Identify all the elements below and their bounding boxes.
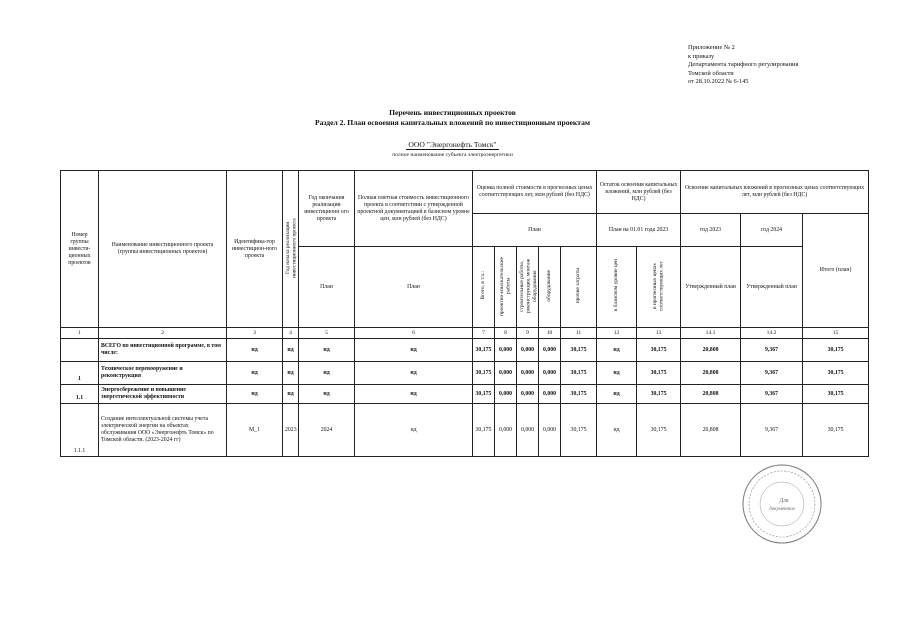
row-full-cost: нд <box>355 385 473 404</box>
row-year-start: нд <box>283 339 299 362</box>
row-year-start: нд <box>283 385 299 404</box>
row-other: 30,175 <box>561 404 597 457</box>
header-est-construction <box>517 247 539 328</box>
header-est-design-text: проектно-изыскательские работы <box>499 255 512 316</box>
row-num: 1 <box>61 362 99 385</box>
row-rem-forecast: 30,175 <box>637 339 681 362</box>
official-stamp <box>740 462 824 546</box>
row-year-end: нд <box>299 362 355 385</box>
header-est-total-text: Всего, в т.ч.: <box>480 271 487 300</box>
row-sum: 30,175 <box>803 339 869 362</box>
col-number: 15 <box>803 328 869 339</box>
row-equipment: 0,000 <box>539 362 561 385</box>
row-2023: 20,808 <box>681 404 741 457</box>
row-rem-forecast: 30,175 <box>637 385 681 404</box>
stamp-text-line2: документов <box>769 507 795 512</box>
row-name: Создание интеллектуальной системы учета электрической энергии на объектах обслуживания ООО «Энергонефть Томск» по Томской области. (2023-2024 гг) <box>99 404 227 457</box>
row-design: 0,000 <box>495 404 517 457</box>
header-year-start <box>283 171 299 328</box>
table-row <box>61 404 869 457</box>
col-number: 12 <box>597 328 637 339</box>
row-other: 30,175 <box>561 385 597 404</box>
stamp-inner-ring <box>749 471 815 537</box>
row-2024: 9,367 <box>741 339 803 362</box>
header-year-2023: год 2023 <box>681 214 741 247</box>
col-number: 10 <box>539 328 561 339</box>
col-number: 13 <box>637 328 681 339</box>
row-sum: 30,175 <box>803 362 869 385</box>
header-estimate: Оценка полной стоимости в прогнозных ценах соответствующих лет, млн рублей (без НДС) <box>473 171 597 214</box>
col-number: 3 <box>227 328 283 339</box>
column-numbers-row <box>61 328 869 339</box>
row-rem-base: нд <box>597 404 637 457</box>
row-equipment: 0,000 <box>539 404 561 457</box>
company-caption: полное наименование субъекта электроэнергетики <box>392 152 513 158</box>
row-2024: 9,367 <box>741 362 803 385</box>
header-plan-col5: План <box>299 247 355 328</box>
investment-table <box>60 170 869 457</box>
header-est-equipment <box>539 247 561 328</box>
row-rem-base: нд <box>597 362 637 385</box>
row-num: 1.1 <box>61 385 99 404</box>
row-construction: 0,000 <box>517 362 539 385</box>
header-mastering: Освоение капитальных вложений в прогнозных ценах соответствующих лет, млн рублей (без НДС) <box>681 171 869 214</box>
stamp-text-line1: Для <box>779 498 789 504</box>
header-est-total <box>473 247 495 328</box>
header-rem-base <box>597 247 637 328</box>
row-id: нд <box>227 362 283 385</box>
row-design: 0,000 <box>495 362 517 385</box>
row-rem-forecast: 30,175 <box>637 404 681 457</box>
table-row <box>61 362 869 385</box>
col-number: 6 <box>355 328 473 339</box>
header-est-design <box>495 247 517 328</box>
header-full-cost: Полная сметная стоимость инвестиционного проекта в соответствии с утвержденной проектной документацией в базисном уровне цен, млн рублей (без НДС) <box>355 171 473 247</box>
appendix-line: Департамента тарифного регулирования <box>688 61 799 69</box>
appendix-line: к приказу <box>688 52 715 60</box>
row-name: Энергосбережение и повышение энергетической эффективности <box>99 385 227 404</box>
row-rem-base: нд <box>597 385 637 404</box>
row-construction: 0,000 <box>517 404 539 457</box>
row-rem-forecast: 30,175 <box>637 362 681 385</box>
row-2023: 20,808 <box>681 362 741 385</box>
row-full-cost: нд <box>355 362 473 385</box>
row-2023: 20,808 <box>681 339 741 362</box>
header-rem-base-text: в базисном уровне цен <box>613 259 620 312</box>
row-design: 0,000 <box>495 339 517 362</box>
col-number: 4 <box>283 328 299 339</box>
table-row <box>61 339 869 362</box>
col-number: 5 <box>299 328 355 339</box>
header-approved-2024: Утвержденный план <box>741 247 803 328</box>
appendix-line: Томской области <box>688 69 734 77</box>
row-equipment: 0,000 <box>539 385 561 404</box>
document-title: Перечень инвестиционных проектов <box>389 108 516 117</box>
row-id: нд <box>227 385 283 404</box>
header-year-2024: год 2024 <box>741 214 803 247</box>
header-num: Номер группы инвести-ционных проектов <box>61 171 99 328</box>
section-title: Раздел 2. План освоения капитальных вложений по инвестиционным проектам <box>314 118 591 127</box>
header-approved-2023: Утвержденный план <box>681 247 741 328</box>
row-equipment: 0,000 <box>539 339 561 362</box>
row-id: нд <box>227 339 283 362</box>
header-total: Итого (план) <box>803 214 869 328</box>
col-number: 2 <box>99 328 227 339</box>
row-sum: 30,175 <box>803 385 869 404</box>
row-year-end: нд <box>299 385 355 404</box>
col-number: 1 <box>61 328 99 339</box>
row-design: 0,000 <box>495 385 517 404</box>
row-2024: 9,367 <box>741 385 803 404</box>
header-est-other-text: прочие затраты <box>575 267 582 304</box>
company-name <box>0 140 905 149</box>
row-id: M_1 <box>227 404 283 457</box>
header-est-equipment-text: оборудование <box>546 269 553 302</box>
stamp-outer-ring <box>743 465 821 543</box>
appendix-line: от 28.10.2022 № 6-145 <box>688 78 749 86</box>
header-remaining-plan: План на 01.01 года 2023 <box>597 214 681 247</box>
row-name: Техническое перевооружение и реконструкция <box>99 362 227 385</box>
row-num: 1.1.1 <box>61 404 99 457</box>
header-row-1 <box>61 171 869 214</box>
appendix-block <box>688 44 888 87</box>
row-construction: 0,000 <box>517 339 539 362</box>
row-total: 30,175 <box>473 385 495 404</box>
table-row <box>61 385 869 404</box>
row-other: 30,175 <box>561 362 597 385</box>
col-number: 7 <box>473 328 495 339</box>
col-number: 11 <box>561 328 597 339</box>
row-total: 30,175 <box>473 362 495 385</box>
header-rem-forecast-text: в прогнозных ценах соответствующих лет <box>652 260 665 311</box>
row-total: 30,175 <box>473 339 495 362</box>
row-sum: 30,175 <box>803 404 869 457</box>
stamp-center-ring <box>760 482 804 526</box>
row-year-end: нд <box>299 339 355 362</box>
row-construction: 0,000 <box>517 385 539 404</box>
row-total: 30,175 <box>473 404 495 457</box>
row-name: ВСЕГО по инвестиционной программе, в том числе: <box>99 339 227 362</box>
row-year-end: 2024 <box>299 404 355 457</box>
row-full-cost: нд <box>355 404 473 457</box>
header-est-other <box>561 247 597 328</box>
header-remaining: Остаток освоения капитальных вложений, млн рублей (без НДС) <box>597 171 681 214</box>
col-number: 8 <box>495 328 517 339</box>
header-year-start-text: Год начала реализации инвестиционного проекта <box>285 217 298 278</box>
row-year-start: нд <box>283 362 299 385</box>
header-est-construction-text: строительные работы, реконструкция, монтаж оборудования <box>519 258 538 313</box>
header-year-end: Год окончания реализации инвестиционн ого проекта <box>299 171 355 247</box>
appendix-line: Приложение № 2 <box>688 44 735 51</box>
header-full-cost-plan: План <box>355 247 473 328</box>
header-name: Наименование инвестиционного проекта (группы инвестиционных проектов) <box>99 171 227 328</box>
header-id: Идентифика-тор инвестицион-ного проекта <box>227 171 283 328</box>
col-number: 14.2 <box>741 328 803 339</box>
col-number: 14.1 <box>681 328 741 339</box>
row-rem-base: нд <box>597 339 637 362</box>
row-num <box>61 339 99 362</box>
company-name-text: ООО "Энергонефть Томск" <box>408 140 497 149</box>
row-full-cost: нд <box>355 339 473 362</box>
row-2024: 9,367 <box>741 404 803 457</box>
col-number: 9 <box>517 328 539 339</box>
row-2023: 20,808 <box>681 385 741 404</box>
row-year-start: 2023 <box>283 404 299 457</box>
header-estimate-plan: План <box>473 214 597 247</box>
header-rem-forecast <box>637 247 681 328</box>
row-other: 30,175 <box>561 339 597 362</box>
